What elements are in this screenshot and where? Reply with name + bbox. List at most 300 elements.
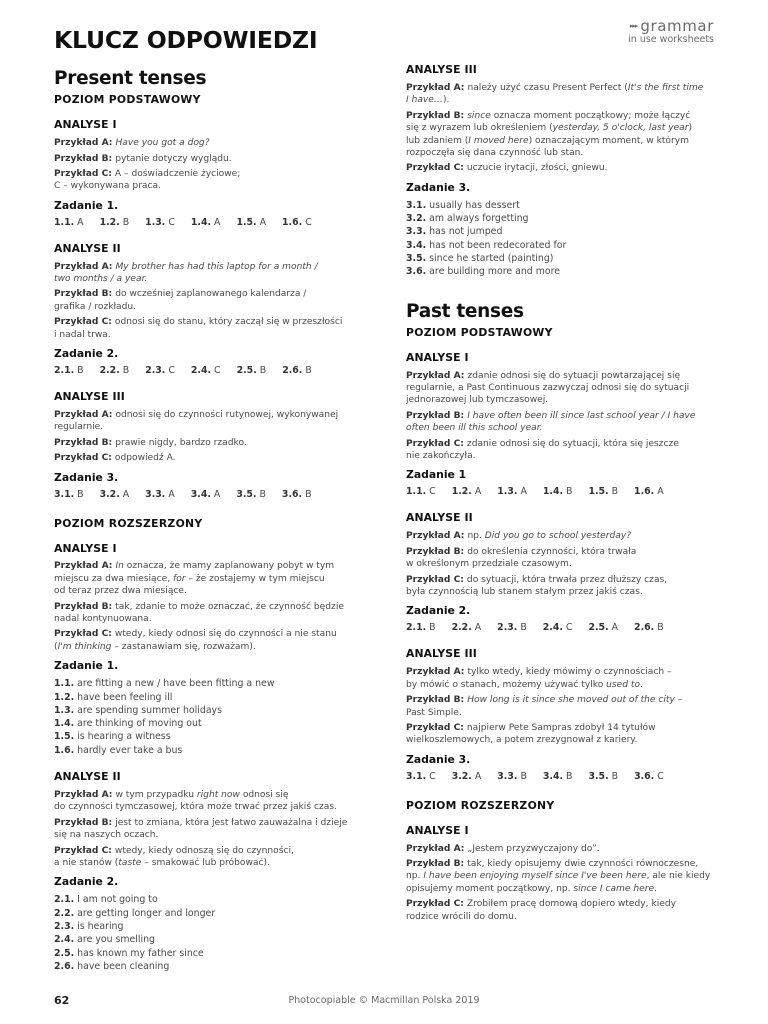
answer-item xyxy=(282,489,312,500)
answer-list-item xyxy=(54,730,372,743)
example-answer xyxy=(406,694,730,719)
answer-number: 3.6. xyxy=(406,266,427,278)
answer-value: C xyxy=(168,365,175,377)
example-answer xyxy=(54,316,372,341)
task-heading: Zadanie 2. xyxy=(406,604,471,618)
answer-number: 3.5. xyxy=(236,488,257,500)
italic-fragment: for xyxy=(173,573,186,584)
answer-list-item xyxy=(406,199,730,212)
answer-number: 3.3. xyxy=(406,226,427,238)
italic-fragment: right now xyxy=(196,789,240,800)
answer-row xyxy=(406,622,730,634)
answer-number: 2.2. xyxy=(451,622,472,634)
answer-value: are fitting a new / have been fitting a new xyxy=(77,678,275,690)
answer-number: 2.4. xyxy=(54,934,75,946)
answer-number: 1.6. xyxy=(282,216,303,228)
answer-item xyxy=(452,771,482,782)
analyse-heading: ANALYSE II xyxy=(406,511,473,525)
example-label: Przykład C: xyxy=(406,574,464,585)
answer-item xyxy=(543,622,573,633)
level-heading: POZIOM PODSTAWOWY xyxy=(406,325,553,339)
example-answer xyxy=(406,110,730,160)
answer-value: B xyxy=(259,488,266,500)
answer-value: has not been redecorated for xyxy=(429,239,567,251)
task-heading: Zadanie 1 xyxy=(406,468,467,482)
answer-value: has not jumped xyxy=(429,226,503,238)
example-label: Przykład A: xyxy=(54,789,113,800)
answer-row xyxy=(54,217,372,229)
answer-list-item xyxy=(406,225,730,238)
answer-number: 2.2. xyxy=(99,365,120,377)
answer-row xyxy=(54,365,372,377)
answer-number: 2.1. xyxy=(54,365,75,377)
answer-number: 2.2. xyxy=(54,907,75,919)
answer-number: 3.6. xyxy=(634,770,655,782)
answer-list xyxy=(406,199,730,279)
example-answer xyxy=(54,409,372,434)
text-fragment: do określenia czynności, która trwała w określonym przedziale czasowym. xyxy=(406,546,637,570)
answer-list-item xyxy=(406,239,730,252)
answer-value: C xyxy=(168,216,175,228)
answer-number: 3.2. xyxy=(99,488,120,500)
example-answer xyxy=(54,437,372,449)
answer-item xyxy=(145,217,175,228)
italic-fragment: since I came here xyxy=(573,883,655,894)
answer-number: 1.5. xyxy=(588,486,609,498)
italic-fragment: I'm thinking xyxy=(57,641,112,652)
answer-number: 3.4. xyxy=(542,770,564,782)
answer-number: 2.3. xyxy=(145,365,166,377)
task-heading: Zadanie 2. xyxy=(54,875,119,889)
text-fragment: wtedy, kiedy odnosi się do czynności a nie stanu ( xyxy=(54,629,337,652)
answer-value: B xyxy=(77,488,84,500)
example-label: Przykład A: xyxy=(54,561,113,572)
text-fragment: w tym przypadku xyxy=(115,789,197,800)
answer-value: B xyxy=(520,770,527,782)
answer-item xyxy=(634,771,664,782)
example-label: Przykład A: xyxy=(406,667,465,678)
answer-item xyxy=(588,622,618,633)
italic-fragment: yesterday, 5 o'clock, last year xyxy=(552,123,689,134)
example-answer xyxy=(406,82,730,107)
example-answer xyxy=(406,438,730,463)
answer-value: A xyxy=(611,622,619,634)
answer-item xyxy=(191,217,221,228)
example-answer xyxy=(54,628,372,653)
example-label: Przykład B: xyxy=(406,410,465,421)
example-label: Przykład A: xyxy=(406,531,465,542)
answer-list-item xyxy=(54,933,372,946)
answer-item xyxy=(145,489,175,500)
answer-number: 2.1. xyxy=(406,622,427,634)
example-answer xyxy=(406,574,730,599)
example-label: Przykład B: xyxy=(54,601,113,612)
answer-number: 1.4. xyxy=(190,216,212,228)
italic-fragment: My brother has had this laptop for a month / two months / a year. xyxy=(54,261,318,285)
answer-item xyxy=(282,217,312,228)
answer-list-item xyxy=(54,947,372,960)
text-fragment: – że zostajemy w tym miejscu od teraz przez dwa miesiące. xyxy=(54,573,325,597)
italic-fragment: used to xyxy=(606,679,641,690)
text-fragment: do wcześniej zaplanowanego kalendarza / grafika / rozkładu. xyxy=(54,289,307,312)
answer-item xyxy=(634,622,664,633)
answer-item xyxy=(191,489,221,500)
answer-item xyxy=(406,486,436,497)
example-answer xyxy=(54,288,372,313)
task-heading: Zadanie 1. xyxy=(54,198,119,212)
answer-value: C xyxy=(429,770,436,782)
answer-number: 3.4. xyxy=(406,239,427,251)
answer-value: B xyxy=(657,622,664,634)
text-fragment: jest to zmiana, która jest łatwo zauważalna i dzieje się na naszych oczach. xyxy=(54,817,348,841)
answer-value: C xyxy=(657,770,664,782)
text-fragment: A – doświadczenie życiowe; C – wykonywana praca. xyxy=(54,168,241,192)
analyse-heading: ANALYSE I xyxy=(54,118,117,132)
text-fragment: tak, zdanie to może oznaczać, że czynność będzie nadal kontynuowana. xyxy=(54,601,344,625)
text-fragment: najpierw Pete Sampras zdobył 14 tytułów wielkoszlemowych, a potem zrezygnował z kariery. xyxy=(406,722,656,746)
example-answer xyxy=(406,898,730,923)
italic-fragment: since xyxy=(467,110,491,121)
answer-value: are spending summer holidays xyxy=(77,704,222,716)
answer-number: 2.5. xyxy=(54,947,75,959)
answer-number: 1.2. xyxy=(99,216,120,228)
answer-list-item xyxy=(54,677,372,690)
answer-item xyxy=(54,489,84,500)
answer-value: are getting longer and longer xyxy=(77,907,216,919)
brand-line-2: in use worksheets xyxy=(628,34,714,45)
answer-item xyxy=(191,365,221,376)
example-label: Przykład A: xyxy=(54,409,113,420)
answer-value: is hearing xyxy=(77,920,124,932)
text-fragment: odnosi się do czynności tymczasowej, która może trwać przez jakiś czas. xyxy=(54,789,337,813)
text-fragment: ). xyxy=(442,95,450,106)
answer-item xyxy=(100,489,130,500)
answer-value: I am not going to xyxy=(77,894,158,906)
analyse-heading: ANALYSE III xyxy=(54,390,125,404)
example-answer xyxy=(406,530,730,542)
section-title: Present tenses xyxy=(54,68,207,89)
text-fragment: odnosi się do czynności rutynowej, wykonywanej regularnie. xyxy=(54,409,339,433)
answer-number: 1.4. xyxy=(54,718,75,730)
answer-number: 3.2. xyxy=(406,213,427,225)
example-label: Przykład B: xyxy=(406,859,465,870)
text-fragment: odpowiedź A. xyxy=(114,453,176,464)
answer-item xyxy=(406,622,436,633)
example-label: Przykład A: xyxy=(54,138,113,149)
italic-fragment: Did you go to school yesterday? xyxy=(484,531,632,542)
example-label: Przykład B: xyxy=(54,437,113,448)
answer-number: 2.3. xyxy=(497,622,518,634)
example-label: Przykład B: xyxy=(406,110,465,121)
example-label: Przykład C: xyxy=(406,438,464,449)
answer-value: A xyxy=(214,216,221,228)
answer-number: 3.5. xyxy=(406,252,427,264)
answer-value: are building more and more xyxy=(429,266,561,278)
answer-value: B xyxy=(122,365,130,377)
answer-item xyxy=(497,622,527,633)
answer-row xyxy=(54,489,372,501)
answer-list-item xyxy=(54,907,372,920)
answer-number: 1.5. xyxy=(54,731,75,743)
answer-value: A xyxy=(474,622,482,634)
answer-item xyxy=(497,771,527,782)
answer-list xyxy=(54,893,372,973)
level-heading: POZIOM ROZSZERZONY xyxy=(406,798,555,812)
italic-fragment: I have been enjoying myself since I've been here xyxy=(423,871,647,882)
answer-number: 1.6. xyxy=(634,486,655,498)
example-answer xyxy=(54,789,372,814)
answer-value: A xyxy=(77,216,84,228)
answer-item xyxy=(497,486,527,497)
answer-number: 1.3. xyxy=(497,486,518,498)
answer-number: 1.3. xyxy=(145,216,166,228)
text-fragment: „Jestem przyzwyczajony do”. xyxy=(467,843,600,854)
answer-item xyxy=(588,486,618,497)
answer-item xyxy=(543,771,573,782)
answer-value: have been feeling ill xyxy=(77,691,173,703)
answer-item xyxy=(588,771,618,782)
page-title: KLUCZ ODPOWIEDZI xyxy=(54,26,318,54)
answer-value: since he started (painting) xyxy=(429,252,554,264)
analyse-heading: ANALYSE I xyxy=(406,823,469,837)
level-heading: POZIOM PODSTAWOWY xyxy=(54,93,201,107)
example-label: Przykład A: xyxy=(406,370,465,381)
italic-fragment: How long is it since she moved out of the city xyxy=(467,695,675,706)
example-answer xyxy=(406,410,730,435)
answer-number: 1.1. xyxy=(406,486,427,498)
answer-list-item xyxy=(54,893,372,906)
text-fragment: należy użyć czasu Present Perfect ( xyxy=(467,82,628,93)
text-fragment: – zastanawiam się, rozważam). xyxy=(111,641,256,652)
answer-value: C xyxy=(429,486,436,498)
answer-value: usually has dessert xyxy=(429,199,520,211)
task-heading: Zadanie 2. xyxy=(54,347,119,361)
analyse-heading: ANALYSE I xyxy=(54,541,117,555)
answer-item xyxy=(145,365,175,376)
answer-value: C xyxy=(214,365,221,377)
answer-value: A xyxy=(657,486,664,498)
answer-list-item xyxy=(406,252,730,265)
answer-item xyxy=(54,365,84,376)
italic-fragment: Have you got a dog? xyxy=(115,138,210,149)
brand-line-1: grammar xyxy=(640,17,714,35)
answer-number: 3.5. xyxy=(588,770,609,782)
answer-list-item xyxy=(406,265,730,278)
answer-value: B xyxy=(520,622,527,634)
example-label: Przykład B: xyxy=(54,817,113,828)
answer-list-item xyxy=(54,717,372,730)
answer-list xyxy=(54,677,372,757)
answer-number: 1.5. xyxy=(236,216,257,228)
answer-item xyxy=(54,217,84,228)
example-label: Przykład B: xyxy=(54,289,113,300)
text-fragment: Zrobiłem pracę domową dopiero wtedy, kiedy rodzice wrócili do domu. xyxy=(406,899,677,922)
answer-value: B xyxy=(566,770,573,782)
answer-item xyxy=(237,365,267,376)
analyse-heading: ANALYSE III xyxy=(406,647,477,661)
task-heading: Zadanie 3. xyxy=(54,470,119,484)
text-fragment: wtedy, kiedy odnoszą się do czynności, a nie stanów ( xyxy=(54,845,294,869)
example-answer xyxy=(406,546,730,571)
text-fragment: np. xyxy=(467,531,485,542)
answer-number: 2.6. xyxy=(282,365,303,377)
text-fragment: – Past Simple. xyxy=(406,695,683,718)
answer-value: B xyxy=(611,770,619,782)
example-answer xyxy=(406,858,730,895)
answer-value: B xyxy=(77,365,84,377)
example-label: Przykład C: xyxy=(54,845,112,856)
answer-list-item xyxy=(54,920,372,933)
answer-value: are thinking of moving out xyxy=(77,718,202,730)
example-label: Przykład A: xyxy=(54,261,113,272)
answer-row xyxy=(406,486,730,498)
example-label: Przykład B: xyxy=(406,695,465,706)
answer-value: B xyxy=(429,622,436,634)
example-answer xyxy=(54,817,372,842)
text-fragment: prawie nigdy, bardzo rzadko. xyxy=(115,437,247,448)
answer-value: B xyxy=(259,365,267,377)
example-answer xyxy=(406,722,730,747)
answer-number: 2.1. xyxy=(54,894,75,906)
example-label: Przykład C: xyxy=(54,168,112,179)
example-label: Przykład C: xyxy=(54,453,112,464)
answer-value: B xyxy=(566,486,573,498)
text-fragment: – smakować lub próbować). xyxy=(141,858,270,869)
answer-number: 2.5. xyxy=(236,365,257,377)
analyse-heading: ANALYSE I xyxy=(406,350,469,364)
answer-number: 1.4. xyxy=(542,486,564,498)
example-label: Przykład A: xyxy=(406,843,465,854)
answer-item xyxy=(543,486,573,497)
task-heading: Zadanie 1. xyxy=(54,659,119,673)
answer-list-item xyxy=(406,212,730,225)
answer-item xyxy=(406,771,436,782)
answer-number: 3.1. xyxy=(406,770,427,782)
answer-number: 2.3. xyxy=(54,920,75,932)
answer-row xyxy=(406,771,730,783)
example-label: Przykład C: xyxy=(54,629,112,640)
example-label: Przykład A: xyxy=(406,82,465,93)
answer-number: 2.5. xyxy=(588,622,609,634)
text-fragment: odnosi się do stanu, który zaczął się w przeszłości i nadal trwa. xyxy=(54,317,343,340)
example-answer xyxy=(54,168,372,193)
answer-value: B xyxy=(305,365,312,377)
left-column xyxy=(54,68,372,973)
answer-value: have been cleaning xyxy=(77,960,170,972)
example-label: Przykład C: xyxy=(406,163,464,174)
answer-list-item xyxy=(54,744,372,757)
example-answer xyxy=(406,370,730,407)
answer-item xyxy=(282,365,312,376)
answer-value: hardly ever take a bus xyxy=(77,744,183,756)
answer-number: 2.4. xyxy=(542,622,563,634)
text-fragment: ) lub zdaniem ( xyxy=(406,123,693,146)
answer-number: 1.1. xyxy=(54,678,75,690)
brand-logo xyxy=(628,19,714,45)
example-answer xyxy=(54,137,372,149)
answer-item xyxy=(236,489,266,500)
answer-value: B xyxy=(611,486,619,498)
task-heading: Zadanie 3. xyxy=(406,752,471,766)
copyright-note: Photocopiable © Macmillan Polska 2019 xyxy=(288,995,480,1006)
answer-value: am always forgetting xyxy=(429,213,529,225)
answer-value: A xyxy=(213,488,221,500)
answer-item xyxy=(452,622,482,633)
answer-item xyxy=(634,486,664,497)
answer-list-item xyxy=(54,960,372,973)
answer-number: 1.2. xyxy=(54,691,75,703)
answer-number: 3.1. xyxy=(54,488,75,500)
text-fragment: oznacza moment początkowy; może łączyć się z wyrazem lub określeniem ( xyxy=(406,110,691,134)
example-answer xyxy=(54,845,372,870)
italic-fragment: I moved here xyxy=(468,135,529,146)
italic-fragment: In xyxy=(115,561,124,572)
italic-fragment: It's the first time I have… xyxy=(406,82,704,106)
answer-number: 2.6. xyxy=(634,622,655,634)
example-answer xyxy=(406,666,730,691)
answer-value: A xyxy=(520,486,527,498)
answer-value: has known my father since xyxy=(77,947,204,959)
analyse-heading: ANALYSE II xyxy=(54,770,121,784)
answer-value: B xyxy=(122,216,130,228)
answer-number: 2.6. xyxy=(54,960,75,972)
text-fragment: uczucie irytacji, złości, gniewu. xyxy=(466,163,608,174)
example-label: Przykład C: xyxy=(406,899,464,910)
level-heading: POZIOM ROZSZERZONY xyxy=(54,516,203,530)
example-answer xyxy=(54,261,372,286)
answer-number: 3.2. xyxy=(451,770,472,782)
answer-list-item xyxy=(54,704,372,717)
example-label: Przykład C: xyxy=(54,317,112,328)
answer-number: 3.3. xyxy=(497,770,518,782)
example-label: Przykład C: xyxy=(406,722,464,733)
section-title: Past tenses xyxy=(406,300,524,322)
answer-value: B xyxy=(305,488,312,500)
page-number: 62 xyxy=(54,994,70,1007)
answer-number: 3.3. xyxy=(145,488,166,500)
task-heading: Zadanie 3. xyxy=(406,180,471,194)
example-answer xyxy=(54,560,372,597)
answer-value: A xyxy=(474,770,482,782)
answer-value: are you smelling xyxy=(77,934,156,946)
answer-number: 3.1. xyxy=(406,199,427,211)
text-fragment: do sytuacji, która trwała przez dłuższy czas, była czynnością lub stanem stałym przez jakiś czas. xyxy=(406,574,668,597)
answer-value: A xyxy=(122,488,130,500)
answer-number: 1.1. xyxy=(54,216,75,228)
example-answer xyxy=(406,843,730,855)
italic-fragment: taste xyxy=(118,858,142,869)
example-answer xyxy=(54,601,372,626)
answer-value: C xyxy=(565,622,573,634)
answer-number: 1.3. xyxy=(54,704,75,716)
text-fragment: . xyxy=(654,883,657,894)
answer-item xyxy=(100,217,130,228)
example-answer xyxy=(406,162,730,174)
answer-number: 2.4. xyxy=(190,365,212,377)
text-fragment: tak, kiedy opisujemy dwie czynności równoczesne, np. xyxy=(406,859,699,882)
text-fragment: zdanie odnosi się do sytuacji, która się jeszcze nie zakończyła. xyxy=(406,438,679,462)
answer-number: 3.6. xyxy=(281,488,303,500)
text-fragment: oznacza, że mamy zaplanowany pobyt w tym miejscu za dwa miesiące, xyxy=(54,561,335,584)
answer-value: A xyxy=(474,486,482,498)
answer-number: 1.6. xyxy=(54,744,75,756)
example-answer xyxy=(54,153,372,165)
right-column xyxy=(406,64,730,926)
answer-value: is hearing a witness xyxy=(77,731,171,743)
text-fragment: zdanie odnosi się do sytuacji powtarzającej się regularnie, a Past Continuous zazwyczaj odnosi się do sytuacji jednorazowej lub tymczasowej. xyxy=(406,370,690,406)
example-label: Przykład B: xyxy=(406,546,465,557)
answer-value: A xyxy=(259,216,267,228)
